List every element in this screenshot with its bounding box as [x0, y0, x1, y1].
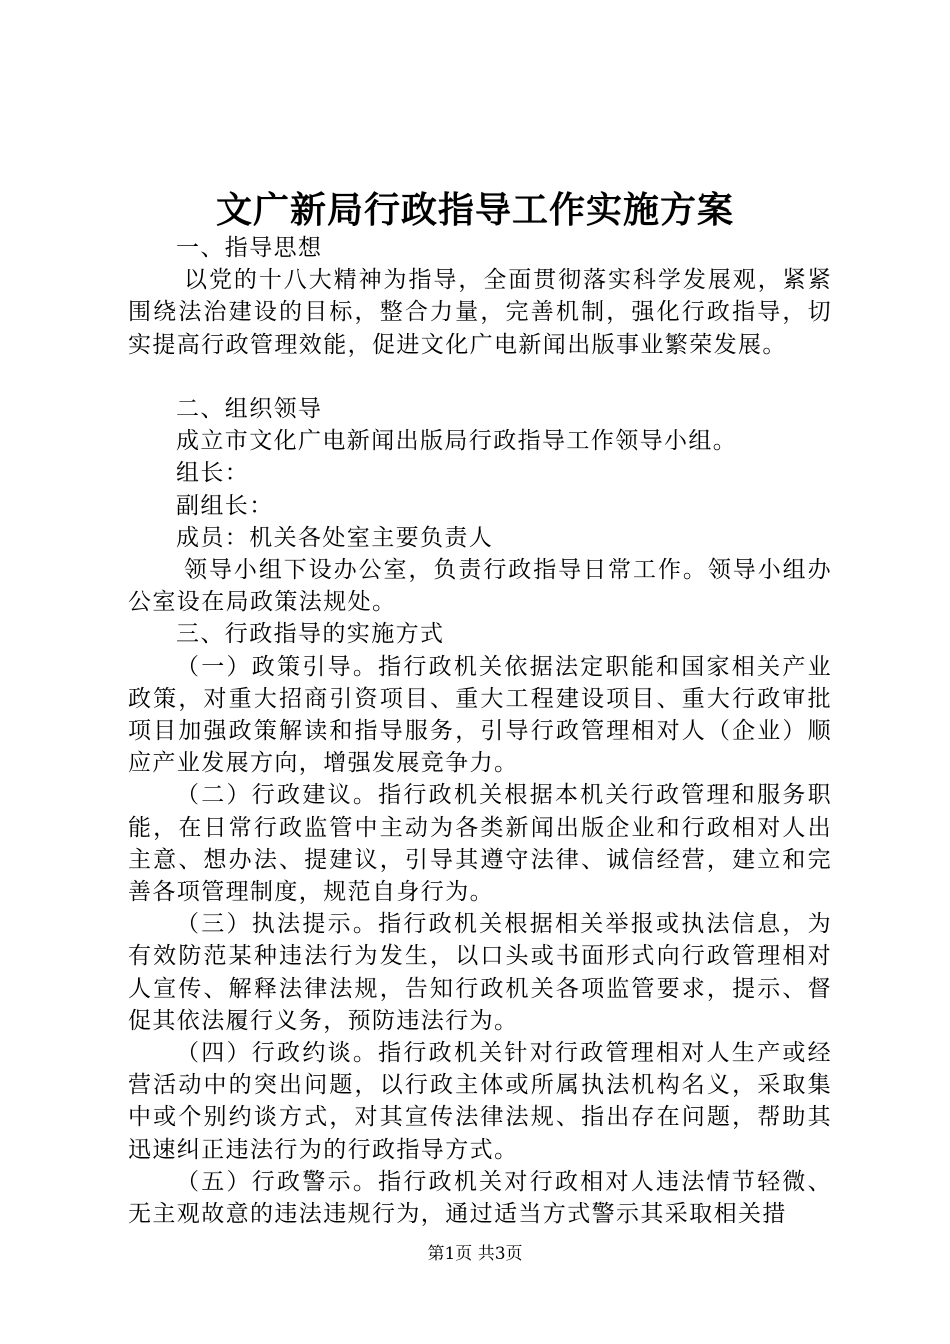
document-title: 文广新局行政指导工作实施方案 [215, 189, 734, 231]
method-item-3: （三）执法提示。指行政机关根据相关举报或执法信息，为有效防范某种违法行为发生，以口头或书面形式向行政管理相对人宣传、解释法律法规，告知行政机关各项监管要求，提示、督促其依法履行义务，预防违法行为。 [128, 911, 832, 1034]
document-body [128, 232, 832, 1230]
deputy-label: 副组长： [176, 492, 274, 519]
method-item-5: （五）行政警示。指行政机关对行政相对人违法情节轻微、无主观故意的违法违规行为，通过适当方式警示其采取相关措 [128, 1168, 832, 1228]
method-item-4: （四）行政约谈。指行政机关针对行政管理相对人生产或经营活动中的突出问题，以行政主体或所属执法机构名义，采取集中或个别约谈方式，对其宣传法律法规、指出存在问题，帮助其迅速纠正违法行为的行政指导方式。 [128, 1040, 832, 1163]
section2-intro: 成立市文化广电新闻出版局行政指导工作领导小组。 [176, 428, 738, 455]
members-line: 成员：机关各处室主要负责人 [176, 524, 494, 551]
page-footer: 第1页 共3页 [427, 1244, 523, 1264]
method-item-1: （一）政策引导。指行政机关依据法定职能和国家相关产业政策，对重大招商引资项目、重大工程建设项目、重大行政审批项目加强政策解读和指导服务，引导行政管理相对人（企业）顺应产业发展方向，增强发展竞争力。 [128, 653, 832, 777]
blank-line [128, 361, 832, 393]
method-item-2: （二）行政建议。指行政机关根据本机关行政管理和服务职能，在日常行政监管中主动为各类新闻出版企业和行政相对人出主意、想办法、提建议，引导其遵守法律、诚信经营，建立和完善各项管理制度，规范自身行为。 [128, 782, 832, 906]
section2-heading: 二、组织领导 [176, 396, 323, 422]
section1-paragraph: 以党的十八大精神为指导，全面贯彻落实科学发展观，紧紧围绕法治建设的目标，整合力量，完善机制，强化行政指导，切实提高行政管理效能，促进文化广电新闻出版事业繁荣发展。 [128, 267, 832, 358]
office-paragraph: 领导小组下设办公室，负责行政指导日常工作。领导小组办公室设在局政策法规处。 [128, 557, 832, 616]
leader-label: 组长： [176, 460, 250, 487]
section3-heading: 三、行政指导的实施方式 [176, 621, 445, 648]
section1-heading: 一、指导思想 [176, 235, 323, 261]
